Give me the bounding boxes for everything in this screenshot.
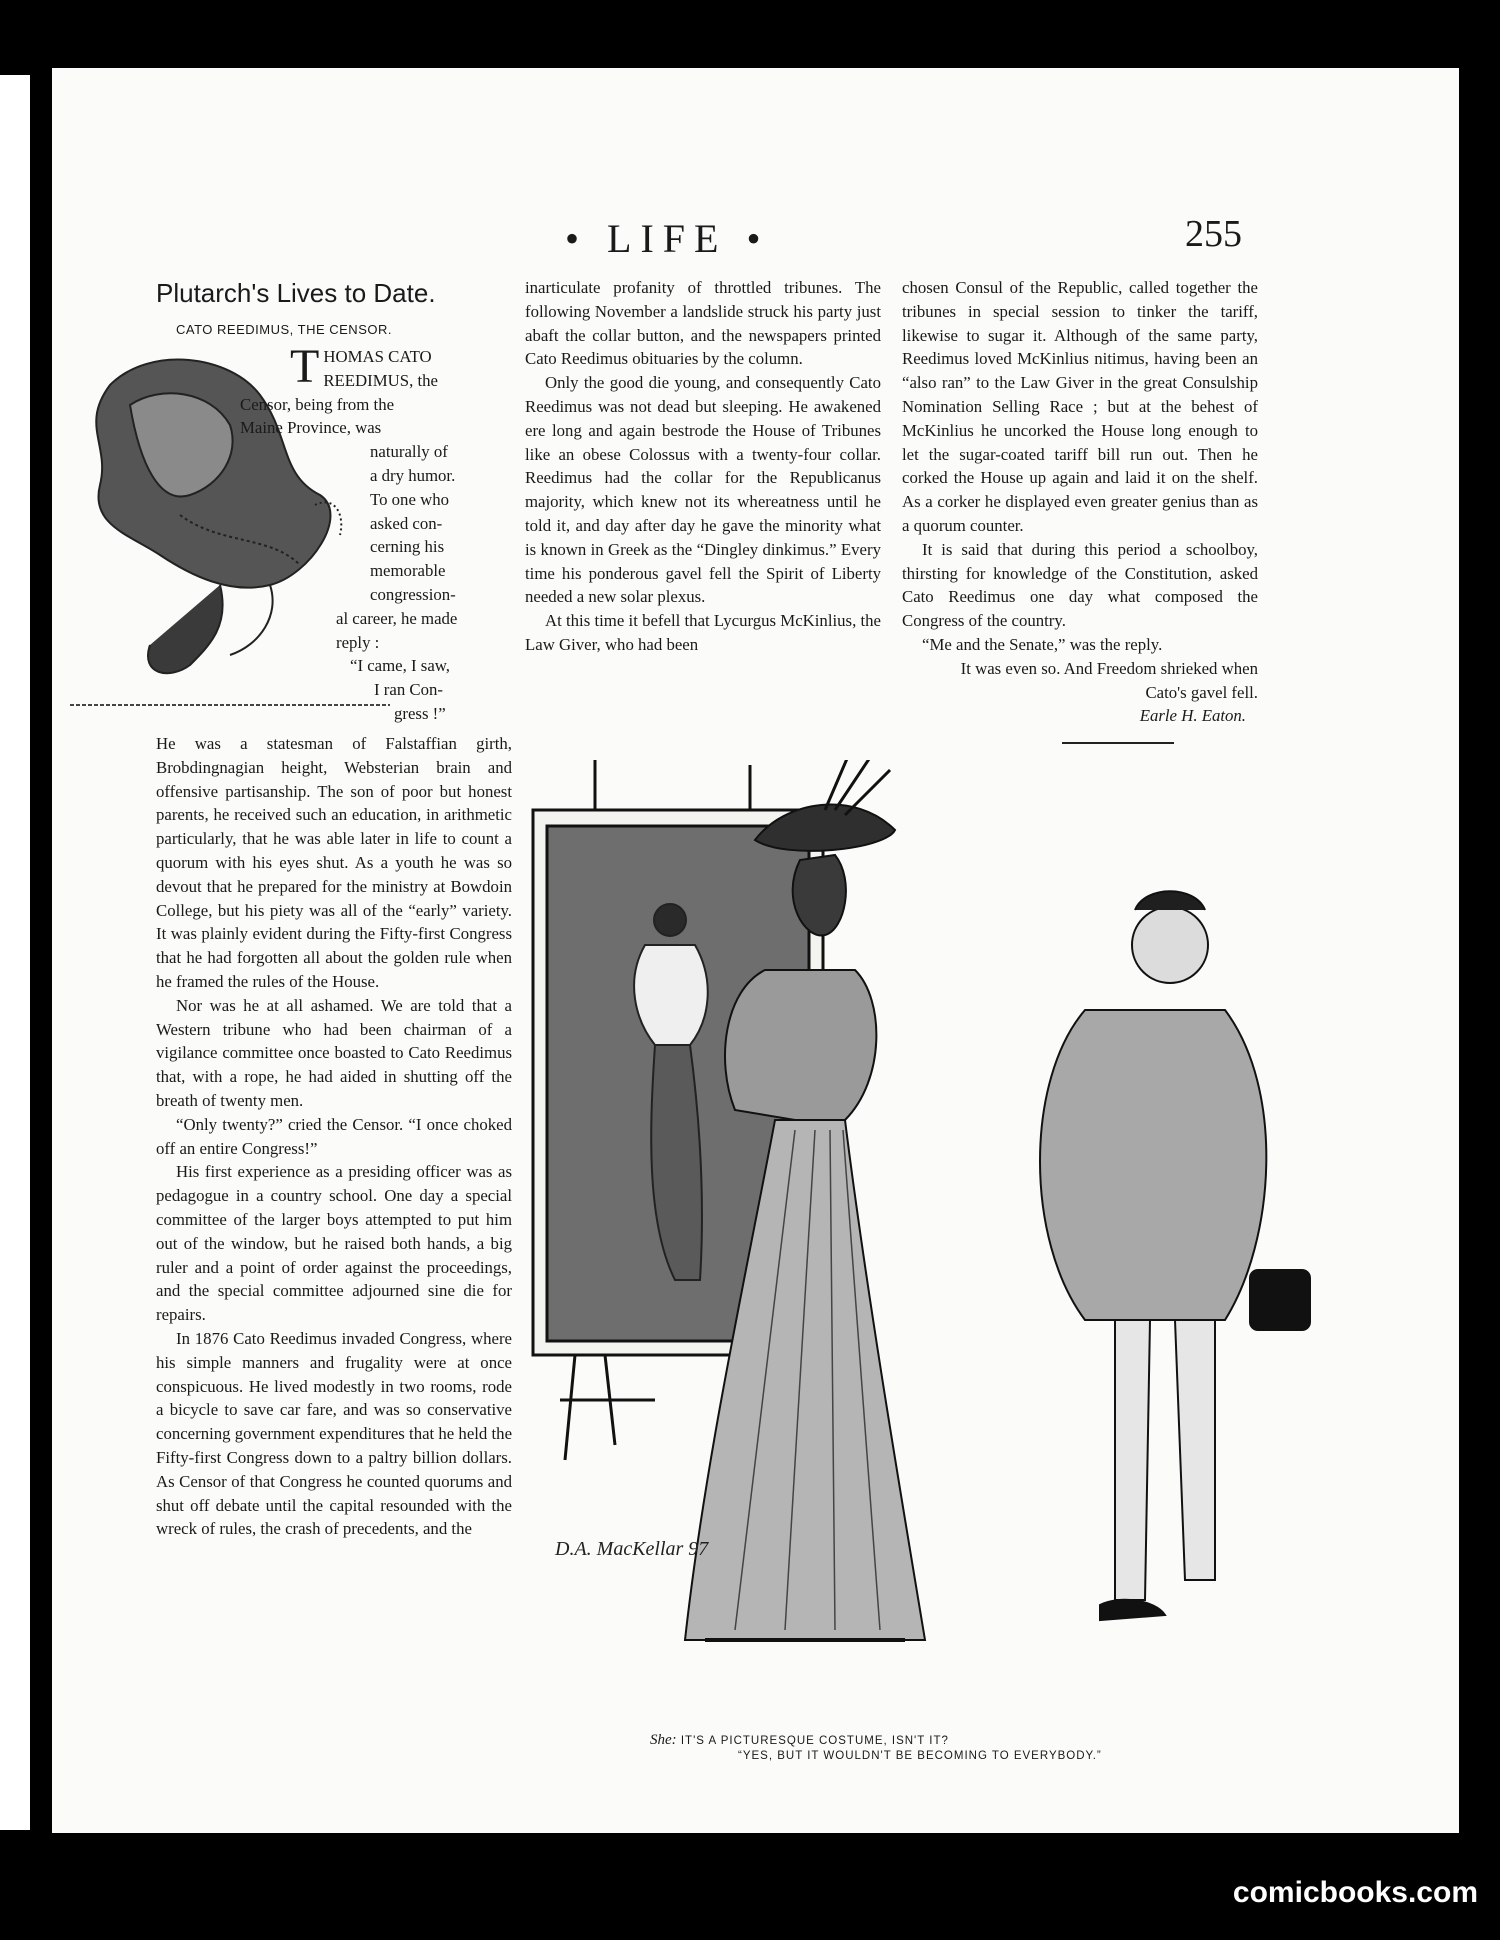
intro-line: al career, he made bbox=[336, 608, 458, 628]
intro-line: HOMAS CATO bbox=[323, 347, 432, 366]
paragraph: At this time it befell that Lycurgus McKinlius, the Law Giver, who had been bbox=[525, 611, 881, 654]
column-1 bbox=[156, 732, 512, 1541]
paragraph: “Me and the Senate,” was the reply. bbox=[922, 634, 1163, 654]
intro-line: congression- bbox=[370, 584, 456, 604]
intro-line: “I came, I saw, bbox=[350, 656, 451, 676]
paragraph: It was even so. And Freedom shrieked when Cato's gavel fell. bbox=[960, 658, 1258, 702]
intro-line: To one who bbox=[370, 489, 449, 509]
paragraph: chosen Consul of the Republic, called together the tribunes in special session to tinker the tariff, likewise to sugar it. Although of the same party, Reedimus loved McKinlius nitimus, having been an “also ran” to the Law Giver in the great Consulship Nomination Selling Race ; but at the behest of McKinlius he uncorked the House long enough to let the sugar-coated tariff bill run out. Then he corked the House up again and laid it on the shelf. As a corker he displayed even greater genius than as a quorum counter. bbox=[902, 278, 1258, 535]
paragraph: It is said that during this period a schoolboy, thirsting for knowledge of the Constitution, asked Cato Reedimus one day what composed the Congress of the country. bbox=[902, 539, 1258, 631]
cartoon-caption-line-2: “YES, BUT IT WOULDN'T BE BECOMING TO EVERYBODY.” bbox=[738, 1750, 1102, 1762]
divider-rule bbox=[1062, 742, 1174, 744]
paragraph: In 1876 Cato Reedimus invaded Congress, where his simple manners and frugality were at once conspicuous. He lived modestly in two rooms, rode a bicycle to save car fare, and was so conservative concerning government expenditures that he held the Fifty-first Congress down to a paltry billion dollars. As Censor of that Congress he counted quorums and shut off debate until the capital resounded with the wreck of rules, the crash of precedents, and the bbox=[156, 1328, 513, 1539]
cartoon-illustration bbox=[525, 760, 1345, 1720]
running-head: • LIFE • bbox=[565, 216, 770, 261]
paragraph: “Only twenty?” cried the Censor. “I once choked off an entire Congress!” bbox=[156, 1114, 512, 1158]
article-title: Plutarch's Lives to Date. bbox=[156, 278, 436, 308]
paragraph: Only the good die young, and consequently Cato Reedimus was not dead but sleeping. He awakened ere long and again bestrode the House of Tribunes like an obese Colossus with a twenty-four collar. Reedimus had the collar for the Republicanus majority, which knew not its whereatness until he told it, and day after day he gave the minority what is known in Greek as the “Dingley dinkimus.” Every time his ponderous gavel fell the Spirit of Liberty needed a new solar plexus. bbox=[525, 373, 881, 607]
intro-line: I ran Con- bbox=[374, 680, 443, 700]
byline: Earle H. Eaton. bbox=[1139, 706, 1246, 726]
intro-block bbox=[240, 340, 508, 726]
intro-line: asked con- bbox=[370, 513, 443, 533]
intro-line: a dry humor. bbox=[370, 465, 456, 485]
facing-page-edge bbox=[0, 75, 30, 1830]
intro-line: cerning his bbox=[370, 537, 445, 557]
intro-line: memorable bbox=[370, 561, 446, 581]
caption-text: IT'S A PICTURESQUE COSTUME, ISN'T IT? bbox=[680, 1735, 949, 1747]
cartoon-caption-line-1 bbox=[650, 1732, 949, 1749]
column-3 bbox=[902, 276, 1258, 744]
intro-line: gress !” bbox=[394, 703, 446, 723]
intro-line: Maine Province, was bbox=[240, 418, 382, 438]
paragraph: His first experience as a presiding officer was as pedagogue in a country school. One day a special committee of the larger boys attempted to put him out of the window, but he raised both hands, a big ruler and a point of order against the proceedings, and the special committee adjourned sine die for repairs. bbox=[156, 1162, 512, 1325]
intro-line: REEDIMUS, the bbox=[323, 370, 438, 390]
paragraph: Nor was he at all ashamed. We are told that a Western tribune who had been chairman of a vigilance committee once boasted to Cato Reedimus that, with a rope, he had aided in shutting off the breath of twenty men. bbox=[156, 995, 512, 1110]
intro-line: Censor, being from the bbox=[240, 394, 395, 414]
drop-cap: T bbox=[290, 340, 320, 393]
intro-line: reply : bbox=[336, 632, 380, 652]
artist-signature: D.A. MacKellar 97 bbox=[555, 1538, 709, 1560]
paragraph: inarticulate profanity of throttled tribunes. The following November a landslide struck his party just abaft the collar button, and the newspapers printed Cato Reedimus obituaries by the column. bbox=[525, 278, 881, 369]
caption-speaker: She: bbox=[650, 1732, 677, 1748]
paragraph: He was a statesman of Falstaffian girth, Brobdingnagian height, Websterian brain and offensive partisanship. The son of poor but honest parents, he received such an education, in arithmetic particularly, that he was able later in life to count a quorum with his eyes shut. As a youth he was so devout that he prepared for the ministry at Bowdoin College, but his piety was all of the “early” variety. It was plainly evident during the Fifty-first Congress that he had forgotten all about the golden rule when he framed the rules of the House. bbox=[156, 734, 512, 991]
intro-line: naturally of bbox=[370, 442, 448, 462]
page-number: 255 bbox=[1185, 213, 1242, 255]
column-2 bbox=[525, 276, 881, 657]
watermark: comicbooks.com bbox=[1232, 1876, 1478, 1909]
article-subtitle: CATO REEDIMUS, THE CENSOR. bbox=[176, 322, 392, 337]
